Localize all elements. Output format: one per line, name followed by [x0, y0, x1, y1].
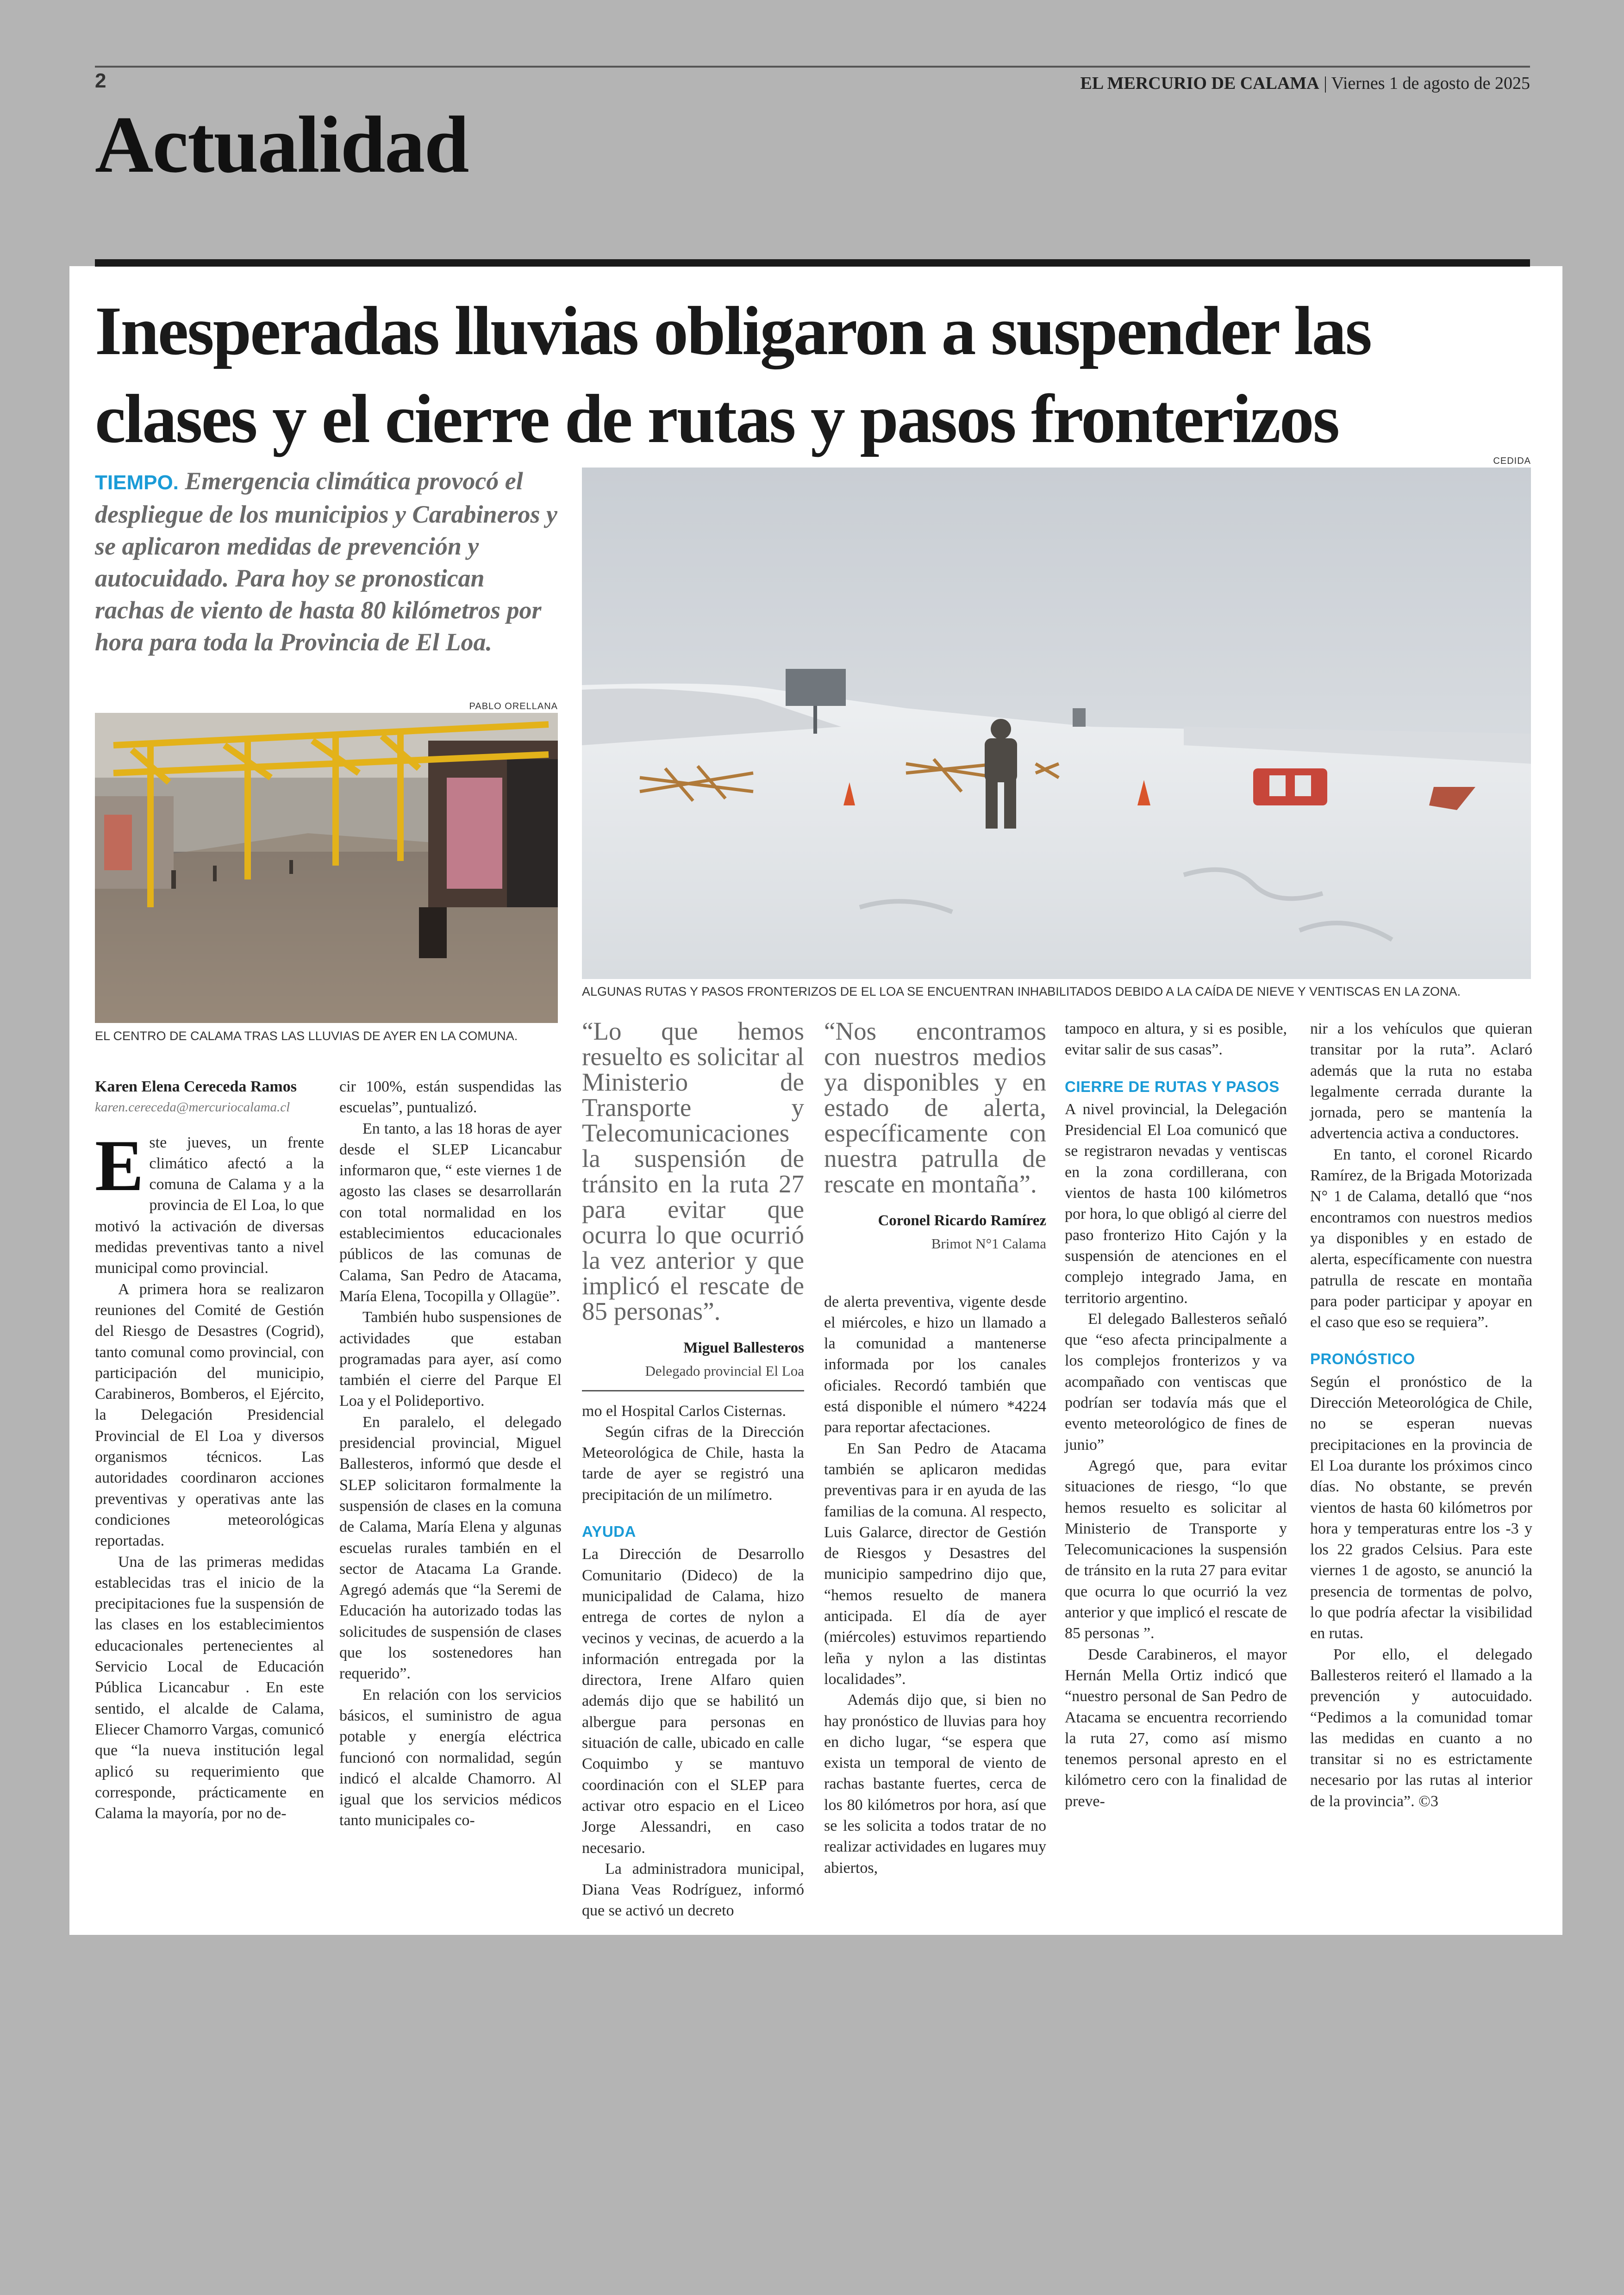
drop-cap: E — [95, 1125, 144, 1206]
paragraph: Agregó que, para evitar situaciones de riesgo, “lo que hemos resuelto es solicitar al Ministerio de Transporte y Telecomunicaciones la suspensión de tránsito en la ruta 27 para evitar que ocurra lo que ocurrió la vez anterior y que implicó el rescate de 85 personas ”. — [1065, 1457, 1287, 1642]
author-name: Karen Elena Cereceda Ramos — [95, 1078, 297, 1095]
paragraph: cir 100%, están suspendidas las escuelas”, puntualizó. — [339, 1078, 562, 1116]
quote-author: Miguel Ballesteros — [683, 1340, 804, 1356]
paragraph: Por ello, el delegado Ballesteros reiteró el llamado a la prevención y autocuidado. “Pedimos a la comunidad tomar las medidas en cuanto a no transitar si no es estrictamente necesario por las rutas al interior de la provincia”. ©3 — [1310, 1646, 1532, 1810]
paragraph: El delegado Ballesteros señaló que “eso afecta principalmente a los complejos fronterizos y va acompañado con ventiscas que podrían ser todavía más que el evento meteorológico de fines de junio” — [1065, 1310, 1287, 1453]
paragraph: Según cifras de la Dirección Meteorológica de Chile, hasta la tarde de ayer se registró una precipitación de un milímetro. — [582, 1423, 804, 1503]
pull-quote-ramirez: “Nos encontramos con nuestros medios ya disponibles y en estado de alerta, específicamente con nuestra patrulla de rescate en montaña”. — [824, 1017, 1046, 1198]
paragraph: En tanto, a las 18 horas de ayer desde el SLEP Licancabur informaron que, “ este viernes 1 de agosto las clases se desarrollarán con total normalidad en los establecimientos educacionales públicos de las comunas de Calama, San Pedro de Atacama, María Elena, Tocopilla y Ollagüe”. — [339, 1120, 562, 1305]
photo-big-caption: ALGUNAS RUTAS Y PASOS FRONTERIZOS DE EL LOA SE ENCUENTRAN INHABILITADOS DEBIDO A LA CAÍDA DE NIEVE Y VENTISCAS EN LA ZONA. — [582, 985, 1461, 998]
edition-date: | Viernes 1 de agosto de 2025 — [1324, 74, 1530, 93]
column-1 — [95, 1076, 324, 1824]
lead-kicker: TIEMPO. — [95, 471, 179, 494]
paragraph: En San Pedro de Atacama también se aplicaron medidas preventivas para ir en ayuda de las familias de la comuna. Al respecto, Luis Galarce, director de Gestión de Riesgos y Desastres del municipio sampedrino dijo que, “hemos resuelto de manera anticipada. El día de ayer (miércoles) estuvimos repartiendo leña y nylon a las distintas localidades”. — [824, 1440, 1046, 1688]
article-top-rule — [95, 259, 1530, 267]
paragraph: mo el Hospital Carlos Cisternas. — [582, 1402, 787, 1420]
paragraph: En paralelo, el delegado presidencial provincial, Miguel Ballesteros, informó que desde el SLEP solicitaron formalmente la suspensión de clases en la comuna de Calama, María Elena y algunas escuelas rurales también en el sector de Atacama La Grande. Agregó además que “la Seremi de Educación ha autorizado todas las solicitudes de suspensión de clases que los sostenedores han requerido”. — [339, 1413, 562, 1683]
paragraph: Según el pronóstico de la Dirección Meteorológica de Chile, no se esperan nuevas precipitaciones en la provincia de El Loa durante los próximos cinco días. No obstante, se prevén vientos de hasta 60 kilómetros por hora y temperaturas entre los -3 y los 22 grados Celsius. Para este viernes 1 de agosto, se anunció la presencia de tormentas de polvo, lo que podría afectar la visibilidad en rutas. — [1310, 1373, 1532, 1642]
paragraph: También hubo suspensiones de actividades que estaban programadas para ayer, así como también el cierre del Parque El Loa y el Polideportivo. — [339, 1309, 562, 1410]
photo-small-credit: PABLO ORELLANA — [469, 701, 558, 711]
photo-small-caption: EL CENTRO DE CALAMA TRAS LAS LLUVIAS DE AYER EN LA COMUNA. — [95, 1029, 518, 1043]
snow-route-photo-image — [582, 468, 1531, 979]
paragraph: Además dijo que, si bien no hay pronóstico de lluvias para hoy en dicho lugar, “se espera que exista un temporal de viento de rachas bastante fuertes, cerca de los 80 kilómetros por hora, así que se les solicita a todos tratar de no realizar actividades en lugares muy abiertos, — [824, 1691, 1046, 1877]
section-title: Actualidad — [95, 100, 468, 189]
column-4 — [824, 1018, 1046, 1878]
subhead-ayuda: AYUDA — [582, 1523, 636, 1540]
paragraph: En relación con los servicios básicos, el suministro de agua potable y energía eléctrica funcionó con normalidad, según indicó el alcalde Chamorro. Al igual que los servicios médicos tanto municipales co- — [339, 1686, 562, 1829]
headline: Inesperadas lluvias obligaron a suspender las clases y el cierre de rutas y pasos fronterizos — [95, 293, 1371, 457]
snow-route-photo — [582, 468, 1531, 979]
subhead-pronostico: PRONÓSTICO — [1310, 1350, 1415, 1368]
street-photo — [95, 713, 558, 1023]
photo-big-credit: CEDIDA — [1493, 456, 1531, 466]
paragraph: de alerta preventiva, vigente desde el miércoles, e hizo un llamado a la comunidad a mantenerse informada por los canales oficiales. Recordó también que está disponible el número *4224 para reportar afectaciones. — [824, 1293, 1046, 1436]
column-5 — [1065, 1018, 1287, 1812]
quote-role: Brimot N°1 Calama — [931, 1235, 1046, 1252]
article — [69, 266, 1562, 1935]
lead-paragraph — [95, 465, 558, 658]
quote-role: Delegado provincial El Loa — [645, 1363, 804, 1379]
paragraph: La Dirección de Desarrollo Comunitario (Dideco) de la municipalidad de Calama, hizo entrega de cortes de nylon a vecinos y vecinas, de acuerdo a la información entregada por la directora, Irene Alfaro quien además dijo que se habilitó un albergue para personas en situación de calle, ubicado en calle Coquimbo y se mantuvo coordinación con el SLEP para activar otro espacio en el Liceo Jorge Alessandri, en caso necesario. — [582, 1546, 804, 1857]
author-email: karen.cereceda@mercuriocalama.cl — [95, 1100, 290, 1115]
paragraph: En tanto, el coronel Ricardo Ramírez, de la Brigada Motorizada N° 1 de Calama, detalló que “nos encontramos con nuestros medios ya disponibles y en estado de alerta, específicamente con nuestra patrulla de rescate en montaña para poder participar y apoyar en el caso que eso se requiera”. — [1310, 1146, 1532, 1331]
subhead-cierre-rutas: CIERRE DE RUTAS Y PASOS — [1065, 1078, 1280, 1095]
paragraph: A nivel provincial, la Delegación Presidencial El Loa comunicó que se registraron nevadas y ventiscas en la zona cordillerana, con vientos de hasta 100 kilómetros por hora, lo que obligó al cierre del paso fronterizo Hito Cajón y la suspensión de atenciones en el complejo integrado Jama, en territorio argentino. — [1065, 1100, 1287, 1307]
masthead — [1081, 73, 1530, 94]
column-2 — [339, 1076, 562, 1831]
paragraph: Desde Carabineros, el mayor Hernán Mella Ortiz indicó que “nuestro personal de San Pedro de Atacama se encuentra recorriendo la ruta 27, como así mismo tenemos personal apresto en el kilómetro cero con la finalidad de preve- — [1065, 1646, 1287, 1810]
paragraph: A primera hora se realizaron reuniones del Comité de Gestión del Riesgo de Desastres (Cogrid), tanto comunal como provincial, con participación del municipio, Carabineros, Bomberos, el Ejército, la Delegación Presidencial Provincial de El Loa y diversos organismos técnicos. Las autoridades coordinaron acciones preventivas y operativas ante las condiciones meteorológicas reportadas. — [95, 1280, 324, 1550]
lead-text: Emergencia climática provocó el despliegue de los municipios y Carabineros y se aplicaron medidas de prevención y autocuidado. Para hoy se pronostican rachas de viento de hasta 80 kilómetros por hora para toda la Provincia de El Loa. — [95, 467, 557, 656]
paragraph: La administradora municipal, Diana Veas Rodríguez, informó que se activó un decreto — [582, 1860, 804, 1920]
paragraph: tampoco en altura, y si es posible, evitar salir de sus casas”. — [1065, 1020, 1287, 1059]
column-3 — [582, 1018, 804, 1921]
top-rule — [95, 66, 1530, 68]
paper-name: EL MERCURIO DE CALAMA — [1080, 74, 1319, 93]
street-photo-image — [95, 713, 558, 1023]
column-6 — [1310, 1018, 1532, 1812]
paragraph-text: ste jueves, un frente climático afectó a la comuna de Calama y a la provincia de El Loa, lo que motivó la activación de diversas medidas preventivas tanto a nivel municipal como provincial. — [95, 1134, 324, 1277]
page-number: 2 — [95, 69, 106, 92]
quote-author: Coronel Ricardo Ramírez — [878, 1212, 1046, 1229]
pull-quote-ballesteros: “Lo que hemos resuelto es solicitar al Ministerio de Transporte y Telecomunicaciones la suspensión de tránsito en la ruta 27 para evitar que ocurra lo que ocurrió la vez anterior y que implicó el rescate de 85 personas”. — [582, 1017, 804, 1325]
paragraph — [95, 1125, 324, 1279]
paragraph: Una de las primeras medidas establecidas tras el inicio de la precipitaciones fue la suspensión de las clases en los establecimientos educacionales pertenecientes al Servicio Local de Educación Pública Licancabur . En este sentido, el alcalde de Calama, Eliecer Chamorro Vargas, comunicó que “la nueva institución legal aplicó su requerimiento que corresponde, prácticamente en Calama la mayoría, por no de- — [95, 1553, 324, 1822]
paragraph: nir a los vehículos que quieran transitar por la ruta”. Aclaró además que la ruta no estaba legalmente cerrada durante la jornada, pero se mantenía la advertencia activa a conductores. — [1310, 1020, 1532, 1142]
